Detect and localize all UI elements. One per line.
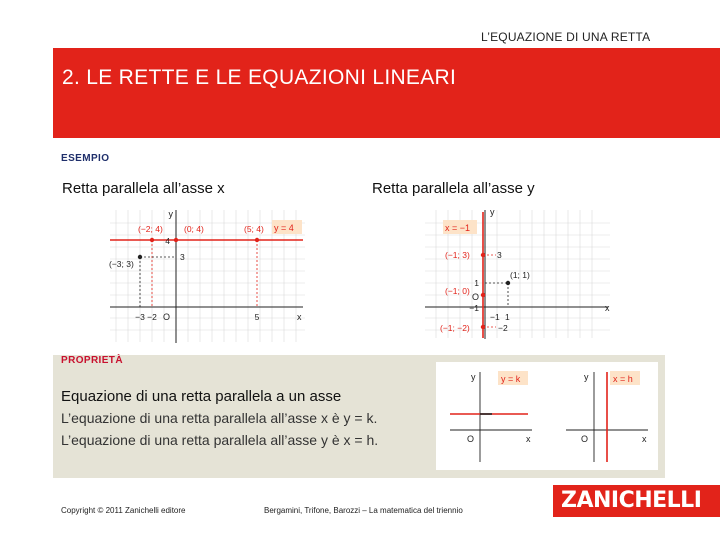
origin-label: O bbox=[466, 434, 474, 444]
x-axis-label: x bbox=[297, 312, 302, 322]
mini-diagram-y-k bbox=[450, 371, 532, 462]
tick-label: −1 bbox=[469, 303, 479, 313]
point-label: (5; 4) bbox=[244, 224, 264, 234]
point-label: (0; 4) bbox=[184, 224, 204, 234]
tick-label: −2 bbox=[498, 323, 508, 333]
tick-label: −1 bbox=[490, 312, 500, 322]
y-axis-label: y bbox=[584, 372, 589, 382]
y-axis-label: y bbox=[471, 372, 476, 382]
mini-diagram-x-h bbox=[566, 371, 648, 462]
property-line-y: L’equazione di una retta parallela all’asse y è x = h. bbox=[61, 432, 379, 448]
left-caption: Retta parallela all’asse x bbox=[62, 180, 225, 197]
property-diagrams bbox=[436, 362, 658, 470]
tick-label: 4 bbox=[165, 236, 170, 246]
property-line-x: L’equazione di una retta parallela all’asse x è y = k. bbox=[61, 410, 378, 426]
example-label: ESEMPIO bbox=[61, 153, 110, 164]
tick-label: 1 bbox=[505, 312, 510, 322]
origin-label: O bbox=[580, 434, 588, 444]
x-axis-label: x bbox=[526, 434, 531, 444]
vertical-line-graph bbox=[420, 200, 620, 340]
x-axis-label: x bbox=[605, 303, 610, 313]
tick-label: 5 bbox=[254, 312, 260, 322]
y-axis-label: y bbox=[490, 207, 495, 217]
authors-text: Bergamini, Trifone, Barozzi – La matematica del triennio bbox=[264, 506, 463, 515]
mini-label-xh: x = h bbox=[613, 374, 633, 384]
slide-title: 2. LE RETTE E LE EQUAZIONI LINEARI bbox=[62, 66, 457, 89]
mini-label-yk: y = k bbox=[501, 374, 521, 384]
property-title: Equazione di una retta parallela a un asse bbox=[61, 388, 342, 405]
line-label-y4: y = 4 bbox=[274, 223, 294, 233]
line-label-xm1: x = −1 bbox=[445, 223, 471, 233]
point-label: (−3; 3) bbox=[109, 259, 134, 269]
point-label: (−1; 0) bbox=[445, 286, 470, 296]
property-label: PROPRIETÀ bbox=[61, 355, 123, 366]
copyright-text: Copyright © 2011 Zanichelli editore bbox=[61, 506, 186, 515]
title-band bbox=[53, 48, 720, 138]
horizontal-line-graph bbox=[100, 200, 310, 345]
section-topic: L’EQUAZIONE DI UNA RETTA bbox=[481, 30, 651, 44]
point-label: (−2; 4) bbox=[138, 224, 163, 234]
tick-label: 3 bbox=[180, 252, 185, 262]
origin-label: O bbox=[162, 312, 170, 322]
right-caption: Retta parallela all’asse y bbox=[372, 180, 535, 197]
x-axis-label: x bbox=[642, 434, 647, 444]
point-label: (1; 1) bbox=[510, 270, 530, 280]
origin-label: O bbox=[471, 292, 479, 302]
publisher-logo: ZANICHELLI bbox=[553, 485, 720, 517]
tick-label: 3 bbox=[497, 250, 502, 260]
tick-label: 1 bbox=[474, 278, 479, 288]
tick-label: −3 bbox=[135, 312, 145, 322]
point-label: (−1; −2) bbox=[440, 323, 470, 333]
point-label: (−1; 3) bbox=[445, 250, 470, 260]
y-axis-label: y bbox=[168, 209, 173, 219]
tick-label: −2 bbox=[147, 312, 157, 322]
